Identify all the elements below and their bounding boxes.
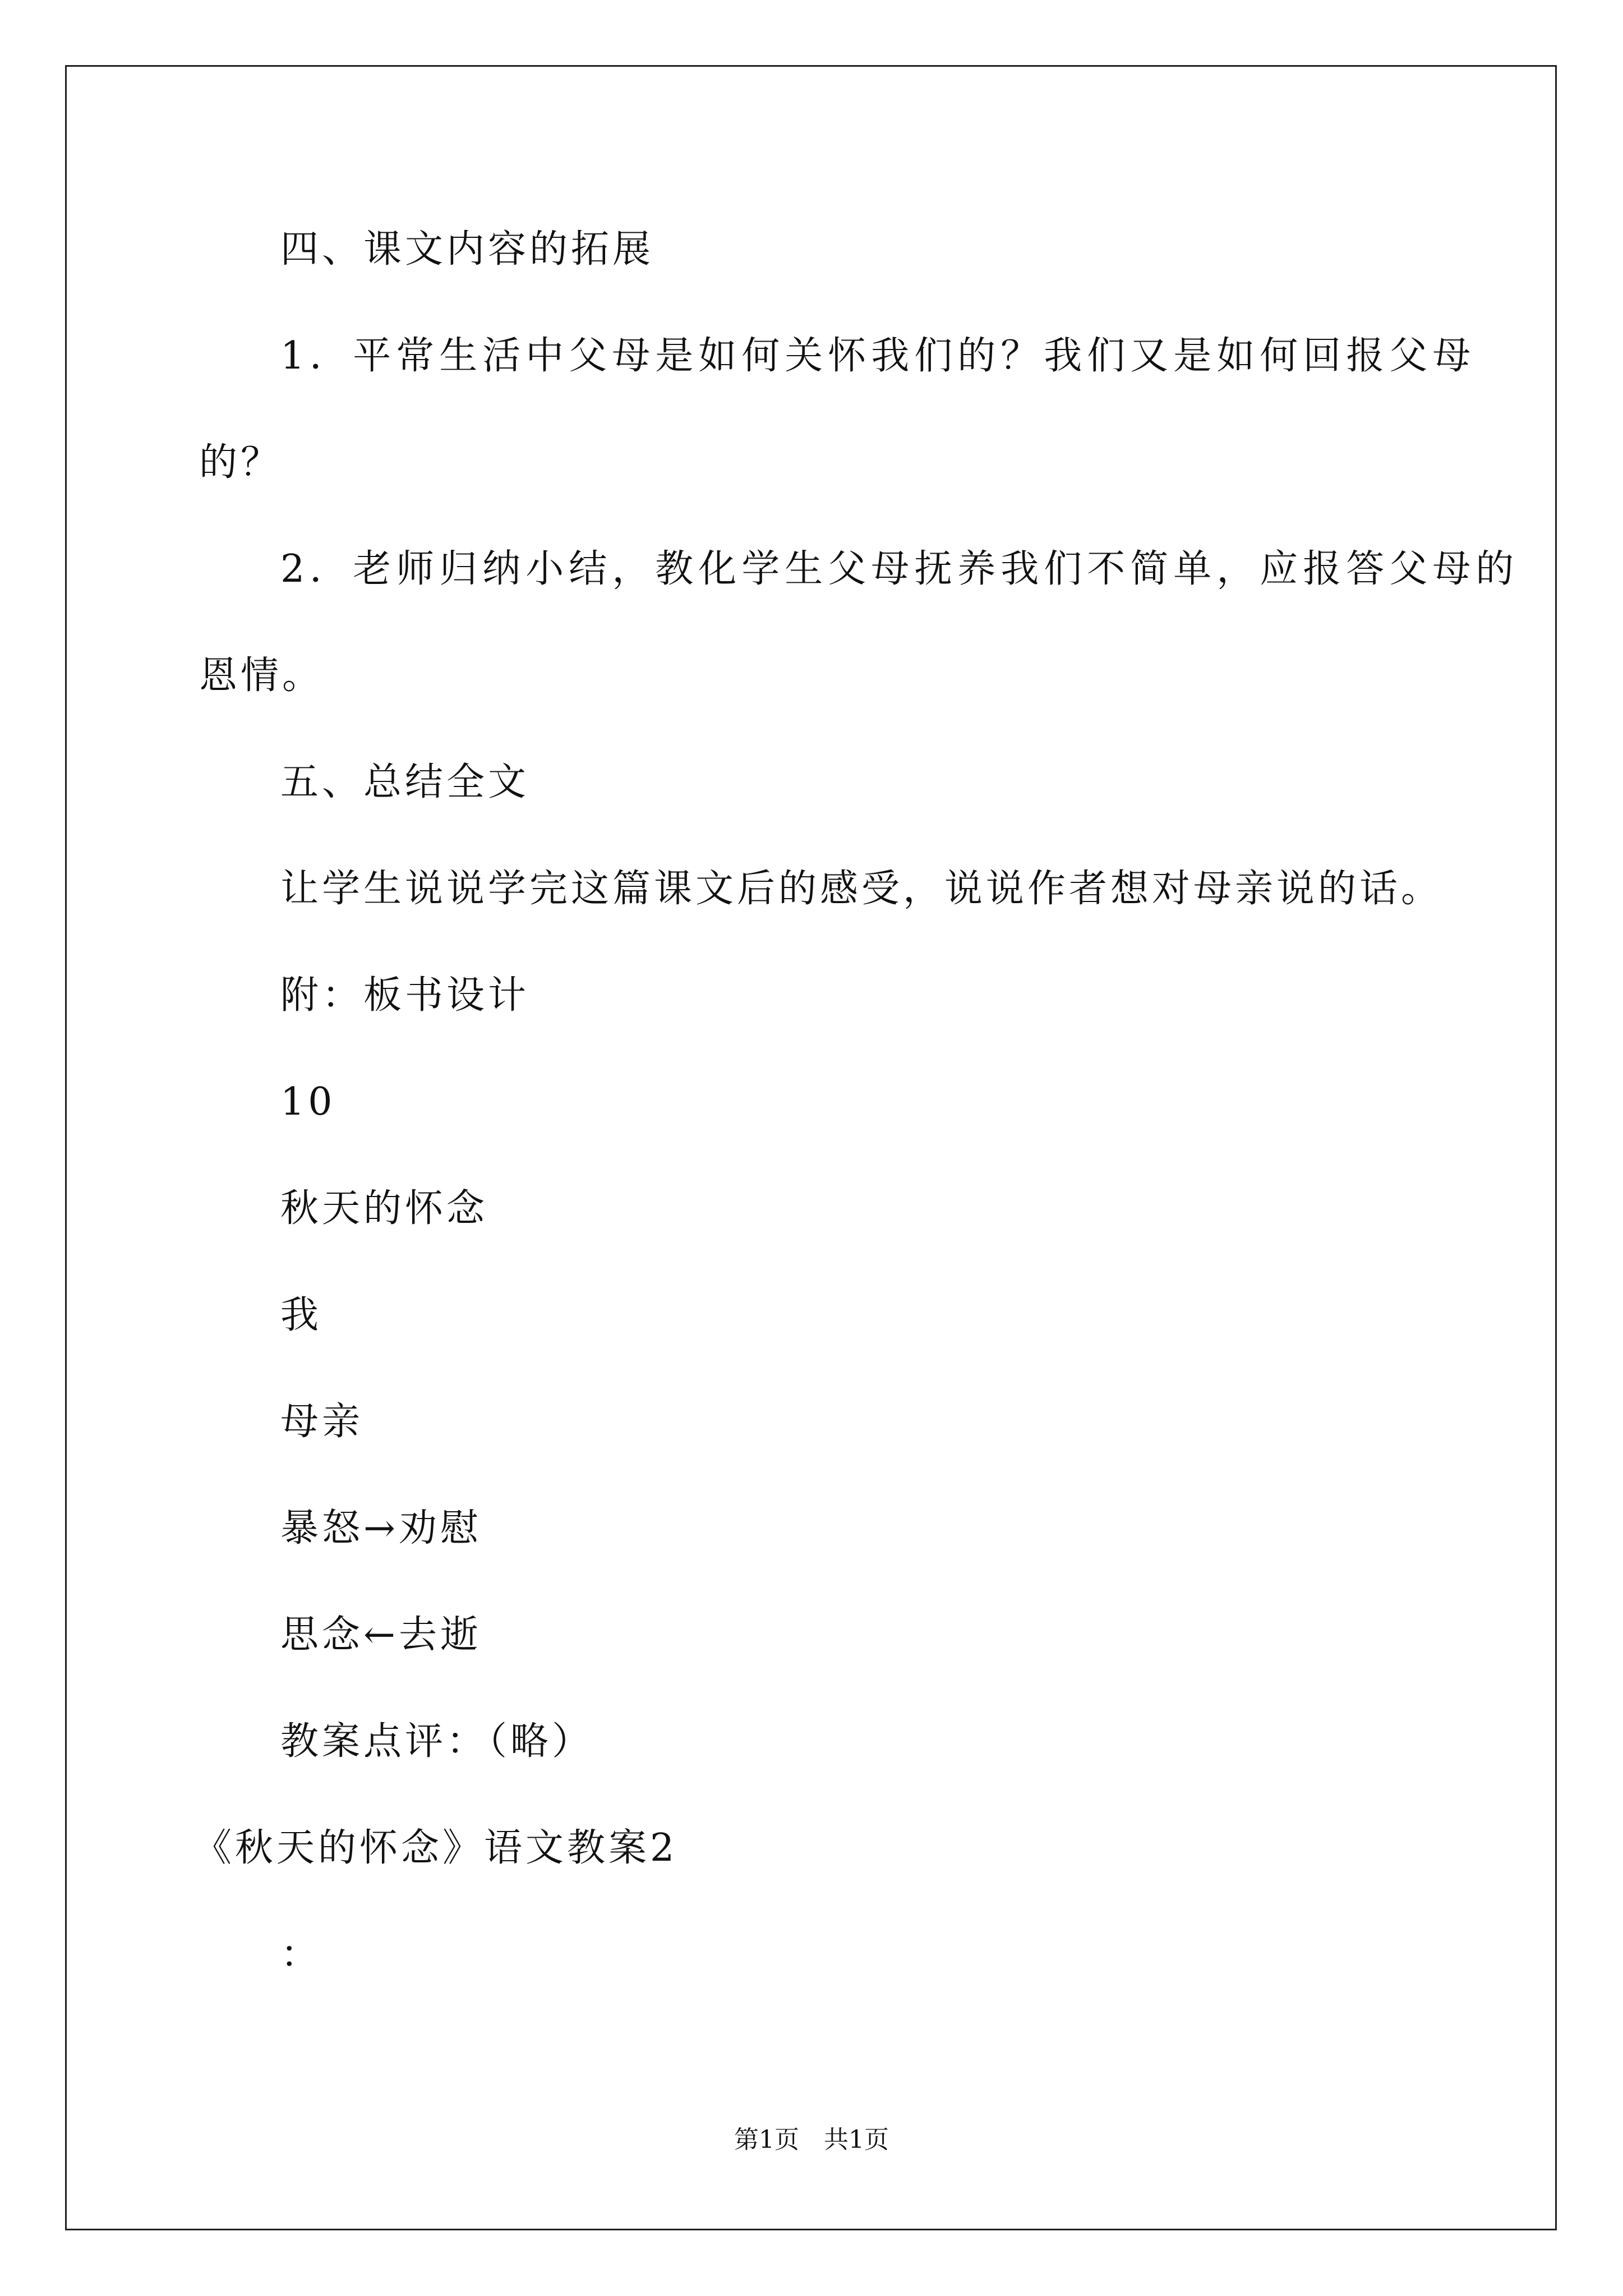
- paragraph-line: 2．老师归纳小结，教化学生父母抚养我们不简单，应报答父母的: [280, 547, 1519, 591]
- paragraph-line: ：: [280, 1932, 322, 1977]
- section-heading-summary: 五、总结全文: [280, 760, 530, 804]
- board-item: 我: [280, 1293, 322, 1337]
- lesson-comment: 教案点评：（略）: [280, 1719, 594, 1764]
- page-footer: 第1页 共1页: [734, 2125, 889, 2154]
- page-border: [65, 65, 1557, 2230]
- board-lesson-number: 10: [280, 1080, 336, 1124]
- paragraph-line: 的？: [199, 440, 283, 485]
- paragraph-line: 1．平常生活中父母是如何关怀我们的？我们又是如何回报父母: [280, 334, 1476, 378]
- paragraph-line: 恩情。: [199, 654, 324, 698]
- board-item: 母亲: [280, 1400, 364, 1444]
- board-design-label: 附：板书设计: [280, 973, 530, 1018]
- board-lesson-title: 秋天的怀念: [280, 1186, 488, 1231]
- section-heading-extension: 四、课文内容的拓展: [280, 227, 654, 272]
- document-title: 《秋天的怀念》语文教案2: [193, 1826, 678, 1870]
- board-item: 思念←去逝: [280, 1613, 482, 1657]
- board-item: 暴怒→劝慰: [280, 1506, 482, 1550]
- paragraph-line: 让学生说说学完这篇课文后的感受，说说作者想对母亲说的话。: [280, 867, 1443, 911]
